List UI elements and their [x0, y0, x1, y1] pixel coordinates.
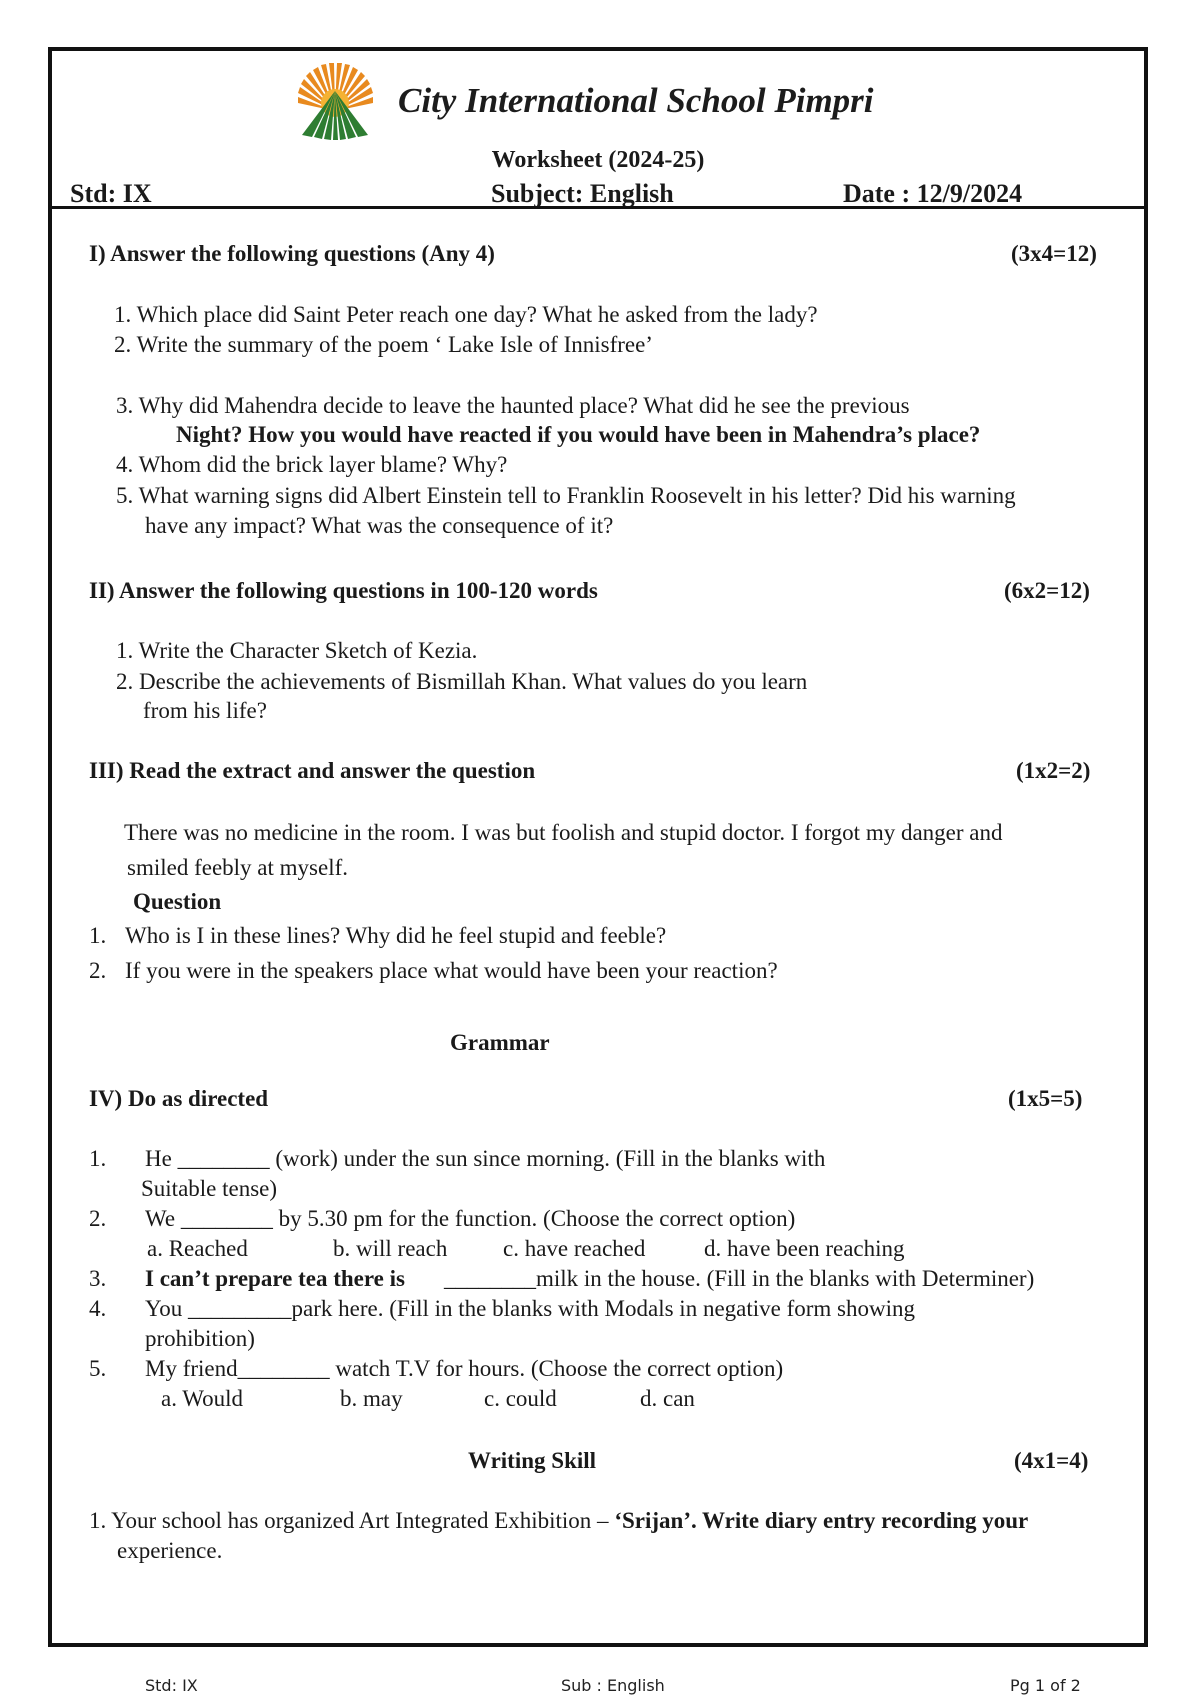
- extract-line-1: There was no medicine in the room. I was but foolish and stupid doctor. I forgot my danger and: [124, 820, 1003, 845]
- section-2-heading: II) Answer the following questions in 100-120 words: [89, 578, 598, 603]
- g-question-2-option-d: d. have been reaching: [704, 1236, 905, 1261]
- footer-page-number: Pg 1 of 2: [1010, 1676, 1081, 1695]
- writing-question-1-line-1: [89, 1508, 1028, 1534]
- section-3-marks: (1x2=2): [1016, 758, 1091, 783]
- question-label: Question: [133, 889, 222, 914]
- s1-question-1: 1. Which place did Saint Peter reach one day? What he asked from the lady?: [114, 302, 818, 327]
- s1-question-3-line-1: 3. Why did Mahendra decide to leave the haunted place? What did he see the previous: [116, 393, 910, 418]
- school-logo: [290, 57, 380, 141]
- g-question-5-number: 5.: [89, 1356, 107, 1381]
- section-1-marks: (3x4=12): [1011, 241, 1097, 266]
- s1-question-3-line-2: Night? How you would have reacted if you would have been in Mahendra’s place?: [176, 422, 981, 447]
- s1-question-2: 2. Write the summary of the poem ‘ Lake Isle of Innisfree’: [114, 332, 653, 357]
- section-2-marks: (6x2=12): [1004, 578, 1090, 603]
- s3-question-2: If you were in the speakers place what would have been your reaction?: [125, 958, 778, 983]
- subject-label: Subject: English: [491, 179, 674, 208]
- grammar-title: Grammar: [450, 1030, 550, 1055]
- g-question-3-number: 3.: [89, 1266, 107, 1291]
- writing-question-1-bold: ‘Srijan’. Write diary entry recording your: [614, 1508, 1029, 1533]
- g-question-3-lead: I can’t prepare tea there is: [145, 1266, 405, 1291]
- section-1-heading: I) Answer the following questions (Any 4): [89, 241, 495, 266]
- g-question-2: We ________ by 5.30 pm for the function. (Choose the correct option): [145, 1206, 796, 1231]
- s3-question-1: Who is I in these lines? Why did he feel stupid and feeble?: [125, 923, 667, 948]
- g-question-2-option-a: a. Reached: [147, 1236, 248, 1261]
- writing-skill-marks: (4x1=4): [1014, 1448, 1089, 1473]
- s3-question-2-number: 2.: [89, 958, 107, 983]
- date-label: Date : 12/9/2024: [843, 179, 1023, 208]
- worksheet-title: Worksheet (2024-25): [491, 147, 705, 173]
- g-question-5-option-d: d. can: [640, 1386, 695, 1411]
- g-question-4-line-1: You _________park here. (Fill in the blanks with Modals in negative form showing: [145, 1296, 916, 1321]
- g-question-3-rest: ________milk in the house. (Fill in the blanks with Determiner): [444, 1266, 1035, 1291]
- g-question-1-line-1: He ________ (work) under the sun since morning. (Fill in the blanks with: [145, 1146, 826, 1171]
- footer-std: Std: IX: [145, 1676, 198, 1695]
- school-name: City International School Pimpri: [398, 81, 874, 120]
- g-question-2-number: 2.: [89, 1206, 107, 1231]
- g-question-4-line-2: prohibition): [145, 1326, 255, 1351]
- g-question-1-number: 1.: [89, 1146, 107, 1171]
- g-question-5: My friend________ watch T.V for hours. (Choose the correct option): [145, 1356, 784, 1381]
- writing-skill-title: Writing Skill: [468, 1448, 597, 1473]
- s2-question-2-line-1: 2. Describe the achievements of Bismillah Khan. What values do you learn: [116, 669, 808, 694]
- s1-question-5-line-1: 5. What warning signs did Albert Einstein tell to Franklin Roosevelt in his letter? Did his warning: [116, 483, 1016, 508]
- header-divider: [52, 206, 1144, 209]
- writing-question-1-line-2: experience.: [117, 1538, 223, 1563]
- standard-label: Std: IX: [70, 179, 152, 208]
- section-4-heading: IV) Do as directed: [89, 1086, 269, 1111]
- g-question-1-line-2: Suitable tense): [141, 1176, 278, 1201]
- g-question-2-option-c: c. have reached: [503, 1236, 646, 1261]
- g-question-5-option-b: b. may: [340, 1386, 403, 1411]
- section-4-marks: (1x5=5): [1008, 1086, 1083, 1111]
- s1-question-5-line-2: have any impact? What was the consequence of it?: [145, 513, 614, 538]
- s3-question-1-number: 1.: [89, 923, 107, 948]
- g-question-2-option-b: b. will reach: [333, 1236, 448, 1261]
- section-3-heading: III) Read the extract and answer the question: [89, 758, 536, 783]
- writing-question-1-lead: 1. Your school has organized Art Integrated Exhibition –: [89, 1508, 615, 1533]
- g-question-4-number: 4.: [89, 1296, 107, 1321]
- s2-question-2-line-2: from his life?: [143, 698, 267, 723]
- g-question-5-option-c: c. could: [484, 1386, 557, 1411]
- g-question-5-option-a: a. Would: [161, 1386, 244, 1411]
- extract-line-2: smiled feebly at myself.: [127, 855, 348, 880]
- s1-question-4: 4. Whom did the brick layer blame? Why?: [116, 452, 508, 477]
- s2-question-1: 1. Write the Character Sketch of Kezia.: [116, 638, 478, 663]
- footer-subject: Sub : English: [561, 1676, 665, 1695]
